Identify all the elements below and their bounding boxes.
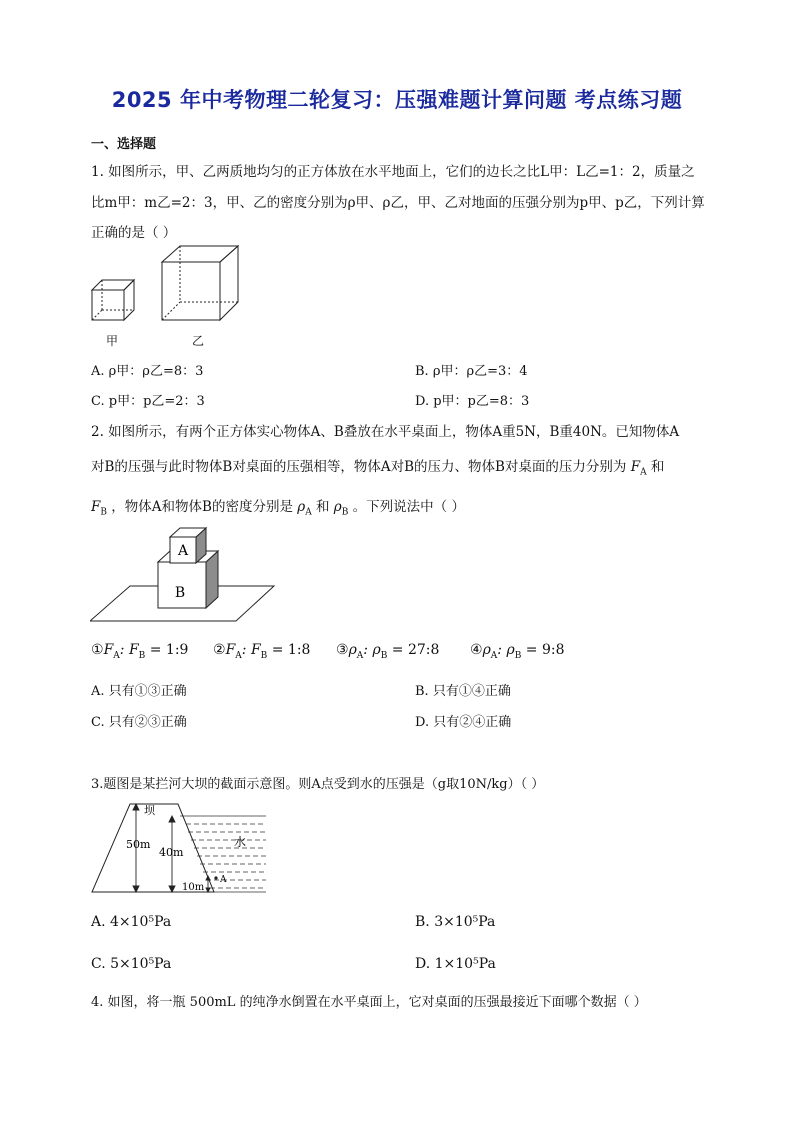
q2-line2-and: 和 — [650, 459, 665, 475]
q2-statement-2 — [213, 642, 310, 661]
block-b-label: B — [174, 585, 186, 601]
stmt3-value: = 27:8 — [391, 642, 440, 658]
q1-option-a[interactable]: A. ρ甲：ρ乙=8：3 — [91, 364, 204, 379]
q2-line3-and: 和 — [316, 499, 330, 515]
q4-line1: 4. 如图，将一瓶 500mL 的纯净水倒置在水平桌面上，它对桌面的压强最接近下面哪个数据（ ） — [91, 995, 647, 1010]
dam-label: 坝 — [144, 804, 155, 817]
ratio-rho: $\rho_A$: $\rho_B$ — [348, 642, 388, 661]
q3-line1: 3.题图是某拦河大坝的截面示意图。则A点受到水的压强是（g取10N/kg）（ ） — [91, 777, 545, 792]
q1-line2: 比m甲：m乙=2：3，甲、乙的密度分别为ρ甲、ρ乙，甲、乙对地面的压强分别为p甲、p乙，下列计算 — [91, 195, 705, 211]
q2-line1: 2. 如图所示，有两个正方体实心物体A、B叠放在水平桌面上，物体A重5N，B重40N。已知物体A — [91, 424, 680, 440]
q2-line3 — [91, 495, 465, 518]
point-a-label: A — [220, 875, 227, 885]
q3-option-b[interactable]: B. 3×10⁵Pa — [415, 914, 496, 930]
water-label: 水 — [234, 835, 247, 849]
q2-option-a[interactable]: A. 只有①③正确 — [91, 684, 187, 699]
ratio-fa-fb: $F_A$: $F_B$ — [103, 642, 146, 661]
q2-option-d[interactable]: D. 只有②④正确 — [415, 715, 512, 730]
circle-4: ④ — [470, 642, 483, 658]
section-heading: 一、选择题 — [91, 137, 157, 152]
q2-statement-1 — [91, 642, 188, 661]
height-40m: 40m — [159, 846, 184, 859]
symbol-rho-b: $\rho_B$ — [333, 499, 349, 518]
height-10m: 10m — [182, 882, 205, 893]
q3-option-a[interactable]: A. 4×10⁵Pa — [91, 914, 172, 930]
circle-1: ① — [91, 642, 104, 658]
q3-option-c[interactable]: C. 5×10⁵Pa — [91, 956, 172, 972]
q2-statement-4 — [470, 642, 565, 661]
label-yi: 乙 — [192, 334, 205, 348]
q1-option-c[interactable]: C. p甲：p乙=2：3 — [91, 394, 205, 409]
q2-line3-text: ，物体A和物体B的密度分别是 — [111, 499, 293, 515]
cube-jia — [92, 280, 134, 320]
q1-cubes-figure — [88, 244, 248, 324]
symbol-fa: $F_A$ — [630, 459, 647, 478]
stmt2-value: = 1:8 — [271, 642, 311, 658]
q2-option-b[interactable]: B. 只有①④正确 — [415, 684, 511, 699]
ratio-fa-fb-2: $F_A$: $F_B$ — [225, 642, 268, 661]
circle-2: ② — [213, 642, 226, 658]
circle-3: ③ — [336, 642, 349, 658]
q2-stacked-blocks-figure — [90, 524, 275, 624]
symbol-rho-a: $\rho_A$ — [297, 499, 312, 518]
q3-option-d[interactable]: D. 1×10⁵Pa — [415, 956, 496, 972]
symbol-fb: $F_B$ — [91, 499, 107, 518]
q2-line3-end: 。下列说法中（ ） — [352, 499, 465, 515]
q2-statement-3 — [336, 642, 439, 661]
cube-yi — [162, 246, 238, 320]
stmt4-value: = 9:8 — [525, 642, 565, 658]
q2-line2-text: 对B的压强与此时物体B对桌面的压强相等，物体A对B的压力、物体B对桌面的压力分别为 — [91, 459, 627, 475]
q1-line1: 1. 如图所示，甲、乙两质地均匀的正方体放在水平地面上，它们的边长之比L甲：L乙=1：2，质量之 — [91, 164, 695, 180]
label-jia: 甲 — [106, 334, 119, 348]
stmt1-value: = 1:9 — [149, 642, 189, 658]
block-a-label: A — [177, 543, 189, 559]
q2-line2 — [91, 455, 664, 478]
ratio-rho-2: $\rho_A$: $\rho_B$ — [482, 642, 522, 661]
q2-option-c[interactable]: C. 只有②③正确 — [91, 715, 187, 730]
point-a-dot — [214, 876, 217, 879]
page-title: 2025 年中考物理二轮复习：压强难题计算问题 考点练习题 — [111, 88, 683, 112]
q1-line3: 正确的是（ ） — [91, 225, 177, 241]
q1-option-b[interactable]: B. ρ甲：ρ乙=3：4 — [415, 364, 528, 379]
q3-dam-figure — [90, 800, 270, 896]
height-50m: 50m — [126, 838, 151, 851]
q1-option-d[interactable]: D. p甲：p乙=8：3 — [415, 394, 530, 409]
